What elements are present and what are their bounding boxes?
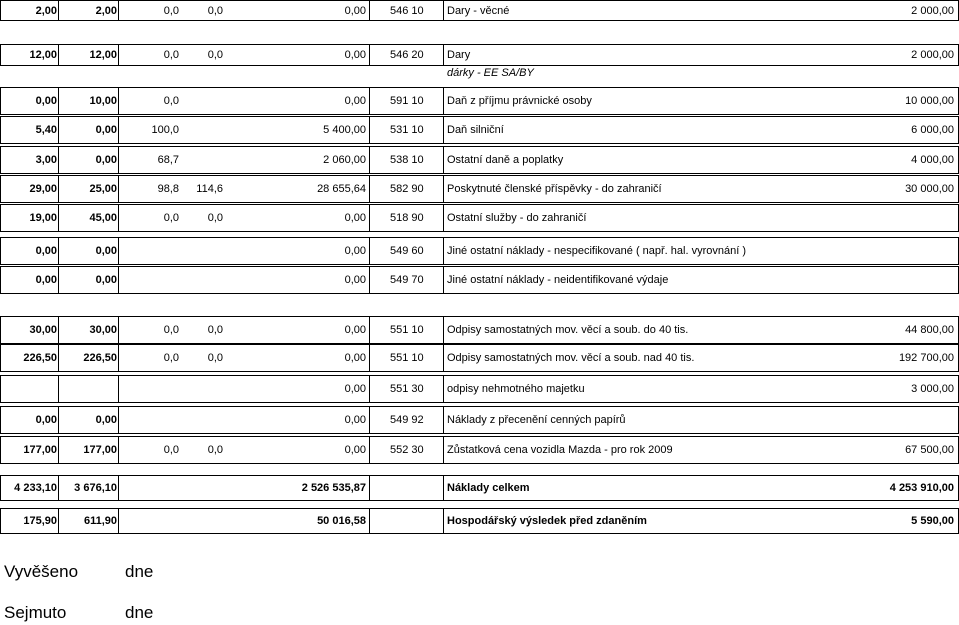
grid-vline	[58, 44, 59, 66]
cell-total: 4 000,00	[911, 154, 954, 166]
cell-a: 226,50	[23, 352, 57, 364]
grid-hline	[0, 231, 958, 232]
cell-description: odpisy nehmotného majetku	[447, 383, 585, 395]
cell-total	[760, 406, 954, 434]
grid-hline	[0, 533, 958, 534]
grid-vline	[369, 0, 370, 21]
cell-a: 4 233,10	[14, 482, 57, 494]
row-note: dárky - EE SA/BY	[447, 67, 534, 79]
grid-vline	[369, 508, 370, 534]
table-row	[0, 175, 959, 203]
cell-e: 5 400,00	[323, 124, 366, 136]
grid-vline	[369, 436, 370, 464]
cell-e: 0,00	[344, 4, 366, 17]
grid-vline	[118, 344, 119, 372]
cell-total	[760, 266, 954, 294]
cell-c	[120, 508, 179, 534]
cell-d: 0,0	[207, 4, 223, 17]
grid-vline	[0, 204, 1, 232]
cell-e: 0,00	[344, 212, 366, 224]
grid-vline	[443, 175, 444, 203]
cell-total: 67 500,00	[905, 444, 954, 456]
grid-hline	[0, 237, 958, 238]
grid-vline	[58, 204, 59, 232]
grid-vline	[443, 375, 444, 403]
cell-account: 538 10	[390, 154, 424, 166]
grid-hline	[0, 143, 958, 144]
grid-hline	[0, 114, 958, 115]
grid-vline	[369, 87, 370, 115]
cell-e: 50 016,58	[317, 515, 366, 527]
grid-vline	[443, 237, 444, 265]
table-row	[0, 146, 959, 174]
grid-hline	[0, 173, 958, 174]
cell-description: Odpisy samostatných mov. věcí a soub. nad 40 tis.	[447, 352, 695, 364]
cell-d: 0,0	[207, 212, 223, 224]
cell-description: Poskytnuté členské příspěvky - do zahraničí	[447, 183, 662, 195]
grid-vline	[443, 146, 444, 174]
cell-description: Dary	[447, 49, 471, 61]
cell-e: 0,00	[344, 324, 366, 336]
grid-vline	[443, 266, 444, 294]
cell-d: 114,6	[196, 183, 223, 195]
grid-hline	[0, 463, 958, 464]
cell-c: 0,0	[163, 352, 179, 364]
grid-hline	[0, 0, 958, 1]
grid-hline	[0, 475, 958, 476]
cell-c	[120, 475, 179, 501]
cell-a: 2,00	[35, 4, 57, 17]
cell-total	[760, 204, 954, 232]
cell-e: 0,00	[344, 352, 366, 364]
table-row	[0, 436, 959, 464]
grid-vline	[0, 344, 1, 372]
grid-vline	[58, 375, 59, 403]
grid-vline	[369, 44, 370, 66]
cell-c: 0,0	[163, 324, 179, 336]
grid-vline	[0, 116, 1, 144]
grid-vline	[369, 344, 370, 372]
grid-hline	[0, 508, 958, 509]
grid-vline	[118, 475, 119, 501]
cell-account: 582 90	[390, 183, 424, 195]
grid-vline	[58, 508, 59, 534]
cell-c	[120, 266, 179, 294]
grid-vline	[443, 44, 444, 66]
grid-vline	[58, 436, 59, 464]
cell-total: 192 700,00	[898, 352, 954, 364]
table-row	[0, 406, 959, 434]
cell-account: 549 92	[390, 414, 424, 426]
cell-d	[182, 475, 223, 501]
posted-label: Vyvěšeno	[4, 562, 79, 581]
grid-vline	[369, 266, 370, 294]
grid-hline	[0, 375, 958, 376]
cell-d: 0,0	[207, 324, 223, 336]
grid-vline	[0, 0, 1, 21]
cell-c: 68,7	[157, 154, 179, 166]
cell-a: 0,00	[35, 245, 57, 257]
grid-vline	[118, 316, 119, 344]
cell-account: 546 20	[390, 49, 424, 61]
grid-vline	[0, 87, 1, 115]
grid-vline	[0, 436, 1, 464]
grid-vline	[443, 436, 444, 464]
cell-description: Dary - věcné	[447, 4, 510, 17]
cell-e: 0,00	[344, 245, 366, 257]
table-row	[0, 204, 959, 232]
grid-hline	[0, 436, 958, 437]
cell-total: 6 000,00	[911, 124, 954, 136]
cell-account: 549 60	[390, 245, 424, 257]
cell-e: 2 060,00	[323, 154, 366, 166]
cell-d	[182, 87, 223, 115]
grid-vline	[443, 0, 444, 21]
grid-vline	[0, 316, 1, 344]
grid-vline	[369, 316, 370, 344]
grid-vline	[443, 87, 444, 115]
grid-hline	[0, 406, 958, 407]
cell-e: 0,00	[344, 274, 366, 286]
table-row	[0, 87, 959, 115]
grid-vline	[0, 146, 1, 174]
cell-b: 45,00	[89, 212, 117, 224]
cell-c: 98,8	[157, 183, 179, 195]
cell-description: Náklady z přecenění cenných papírů	[447, 414, 626, 426]
grid-vline	[369, 175, 370, 203]
grid-vline	[58, 344, 59, 372]
cell-total: 44 800,00	[905, 324, 954, 336]
cell-a: 30,00	[29, 324, 57, 336]
cell-c	[120, 406, 179, 434]
grid-vline	[118, 508, 119, 534]
cell-b: 0,00	[95, 154, 117, 166]
grid-hline	[0, 116, 958, 117]
grid-vline	[369, 116, 370, 144]
cell-b: 0,00	[95, 245, 117, 257]
grid-vline	[443, 204, 444, 232]
removed-label: Sejmuto	[4, 603, 67, 622]
cell-account: 549 70	[390, 274, 424, 286]
grid-vline	[118, 237, 119, 265]
grid-vline	[118, 87, 119, 115]
cell-description: Ostatní daně a poplatky	[447, 154, 564, 166]
removed-date-label: dne	[125, 603, 154, 622]
cell-d	[182, 508, 223, 534]
cell-total: 10 000,00	[905, 95, 954, 107]
grid-hline	[0, 266, 958, 267]
grid-vline	[58, 146, 59, 174]
grid-vline	[118, 146, 119, 174]
cell-total	[760, 237, 954, 265]
cell-c	[120, 237, 179, 265]
grid-vline	[443, 475, 444, 501]
cell-total: 5 590,00	[911, 515, 954, 527]
grid-vline	[118, 116, 119, 144]
cell-description: Daň z příjmu právnické osoby	[447, 95, 592, 107]
grid-vline	[58, 237, 59, 265]
grid-vline	[118, 266, 119, 294]
totals-row	[0, 475, 959, 501]
cell-description: Jiné ostatní náklady - nespecifikované ( např. hal. vyrovnání )	[447, 245, 746, 257]
cell-e: 0,00	[344, 49, 366, 61]
grid-hline	[0, 204, 958, 205]
grid-hline	[0, 146, 958, 147]
grid-hline	[0, 344, 958, 345]
grid-hline	[0, 293, 958, 294]
grid-hline	[0, 20, 958, 21]
cell-e: 2 526 535,87	[301, 482, 366, 494]
cell-d	[182, 146, 223, 174]
cell-c: 0,0	[163, 444, 179, 456]
grid-vline	[369, 475, 370, 501]
cell-c	[120, 375, 179, 403]
grid-hline	[0, 402, 958, 403]
grid-vline	[443, 508, 444, 534]
cell-total: 2 000,00	[911, 4, 954, 17]
cell-e: 0,00	[344, 414, 366, 426]
cell-d	[182, 237, 223, 265]
grid-vline	[118, 175, 119, 203]
cell-total: 30 000,00	[905, 183, 954, 195]
cell-e: 0,00	[344, 444, 366, 456]
cell-account: 591 10	[390, 95, 424, 107]
cell-d: 0,0	[207, 49, 223, 61]
grid-vline	[443, 116, 444, 144]
cell-account: 551 10	[390, 352, 424, 364]
grid-vline	[0, 266, 1, 294]
cell-e: 28 655,64	[317, 183, 366, 195]
cell-c: 0,0	[163, 95, 179, 107]
grid-vline	[118, 0, 119, 21]
cell-e: 0,00	[344, 95, 366, 107]
cell-d: 0,0	[207, 444, 223, 456]
grid-hline	[0, 44, 958, 45]
cell-d	[182, 266, 223, 294]
grid-vline	[369, 406, 370, 434]
grid-vline	[58, 266, 59, 294]
cell-c: 0,0	[163, 4, 179, 17]
grid-vline	[0, 375, 1, 403]
grid-hline	[0, 202, 958, 203]
grid-vline	[118, 204, 119, 232]
grid-vline	[0, 475, 1, 501]
cell-b: 3 676,10	[74, 482, 117, 494]
cell-total: 4 253 910,00	[889, 482, 954, 494]
grid-vline	[58, 87, 59, 115]
grid-hline	[0, 500, 958, 501]
cell-b: 0,00	[95, 124, 117, 136]
grid-vline	[369, 375, 370, 403]
grid-vline	[58, 175, 59, 203]
table-row	[0, 44, 959, 79]
cell-b	[60, 375, 117, 403]
grid-vline	[0, 44, 1, 66]
cell-a: 19,00	[29, 212, 57, 224]
table-row	[0, 316, 959, 344]
cell-b: 2,00	[95, 4, 117, 17]
cell-d: 0,0	[207, 352, 223, 364]
grid-vline	[443, 344, 444, 372]
result-row	[0, 508, 959, 534]
cell-b: 177,00	[83, 444, 117, 456]
cell-a: 0,00	[35, 95, 57, 107]
cell-description: Náklady celkem	[447, 482, 530, 494]
cell-description: Hospodářský výsledek před zdaněním	[447, 515, 647, 527]
cell-account: 518 90	[390, 212, 424, 224]
cell-b: 25,00	[89, 183, 117, 195]
grid-vline	[0, 406, 1, 434]
cell-description: Odpisy samostatných mov. věcí a soub. do 40 tis.	[447, 324, 689, 336]
grid-vline	[0, 237, 1, 265]
grid-vline	[118, 375, 119, 403]
cell-total: 3 000,00	[911, 383, 954, 395]
cell-c: 0,0	[163, 49, 179, 61]
grid-vline	[0, 508, 1, 534]
cell-account: 551 10	[390, 324, 424, 336]
cell-b: 611,90	[83, 515, 117, 527]
cell-b: 30,00	[89, 324, 117, 336]
table-row	[0, 266, 959, 294]
grid-hline	[0, 175, 958, 176]
cell-a: 3,00	[35, 154, 57, 166]
grid-hline	[0, 371, 958, 372]
grid-hline	[0, 264, 958, 265]
grid-vline	[58, 475, 59, 501]
cell-account: 552 30	[390, 444, 424, 456]
grid-vline	[58, 406, 59, 434]
grid-vline	[118, 436, 119, 464]
posted-date-label: dne	[125, 562, 154, 581]
cell-account: 531 10	[390, 124, 424, 136]
cell-a: 175,90	[23, 515, 57, 527]
grid-vline	[58, 0, 59, 21]
cell-description: Daň silniční	[447, 124, 504, 136]
grid-vline	[58, 316, 59, 344]
cell-b: 0,00	[95, 414, 117, 426]
grid-vline	[118, 44, 119, 66]
grid-vline	[443, 406, 444, 434]
table-row	[0, 0, 959, 21]
cell-total: 2 000,00	[911, 49, 954, 61]
grid-vline	[369, 146, 370, 174]
cell-a: 0,00	[35, 274, 57, 286]
cell-b: 226,50	[83, 352, 117, 364]
cell-a: 5,40	[35, 124, 57, 136]
cell-a	[0, 375, 57, 403]
table-row	[0, 237, 959, 265]
cell-a: 29,00	[29, 183, 57, 195]
table-row	[0, 116, 959, 144]
grid-vline	[369, 204, 370, 232]
cell-d	[182, 116, 223, 144]
grid-hline	[0, 65, 958, 66]
cell-description: Jiné ostatní náklady - neidentifikované výdaje	[447, 274, 669, 286]
grid-vline	[58, 116, 59, 144]
cell-b: 12,00	[89, 49, 117, 61]
grid-vline	[118, 406, 119, 434]
cell-e: 0,00	[344, 383, 366, 395]
cell-b: 0,00	[95, 274, 117, 286]
cell-d	[182, 375, 223, 403]
cell-b: 10,00	[89, 95, 117, 107]
grid-vline	[0, 175, 1, 203]
cell-description: Ostatní služby - do zahraničí	[447, 212, 587, 224]
grid-hline	[0, 433, 958, 434]
grid-vline	[369, 237, 370, 265]
cell-a: 12,00	[29, 49, 57, 61]
grid-hline	[0, 316, 958, 317]
grid-vline	[443, 316, 444, 344]
cell-a: 177,00	[23, 444, 57, 456]
cell-account: 551 30	[390, 383, 424, 395]
cell-c: 100,0	[151, 124, 179, 136]
grid-hline	[0, 87, 958, 88]
cell-description: Zůstatková cena vozidla Mazda - pro rok 2009	[447, 444, 673, 456]
cell-c: 0,0	[163, 212, 179, 224]
cell-account: 546 10	[390, 4, 424, 17]
cell-d	[182, 406, 223, 434]
cell-a: 0,00	[35, 414, 57, 426]
table-row	[0, 375, 959, 403]
table-row	[0, 344, 959, 372]
